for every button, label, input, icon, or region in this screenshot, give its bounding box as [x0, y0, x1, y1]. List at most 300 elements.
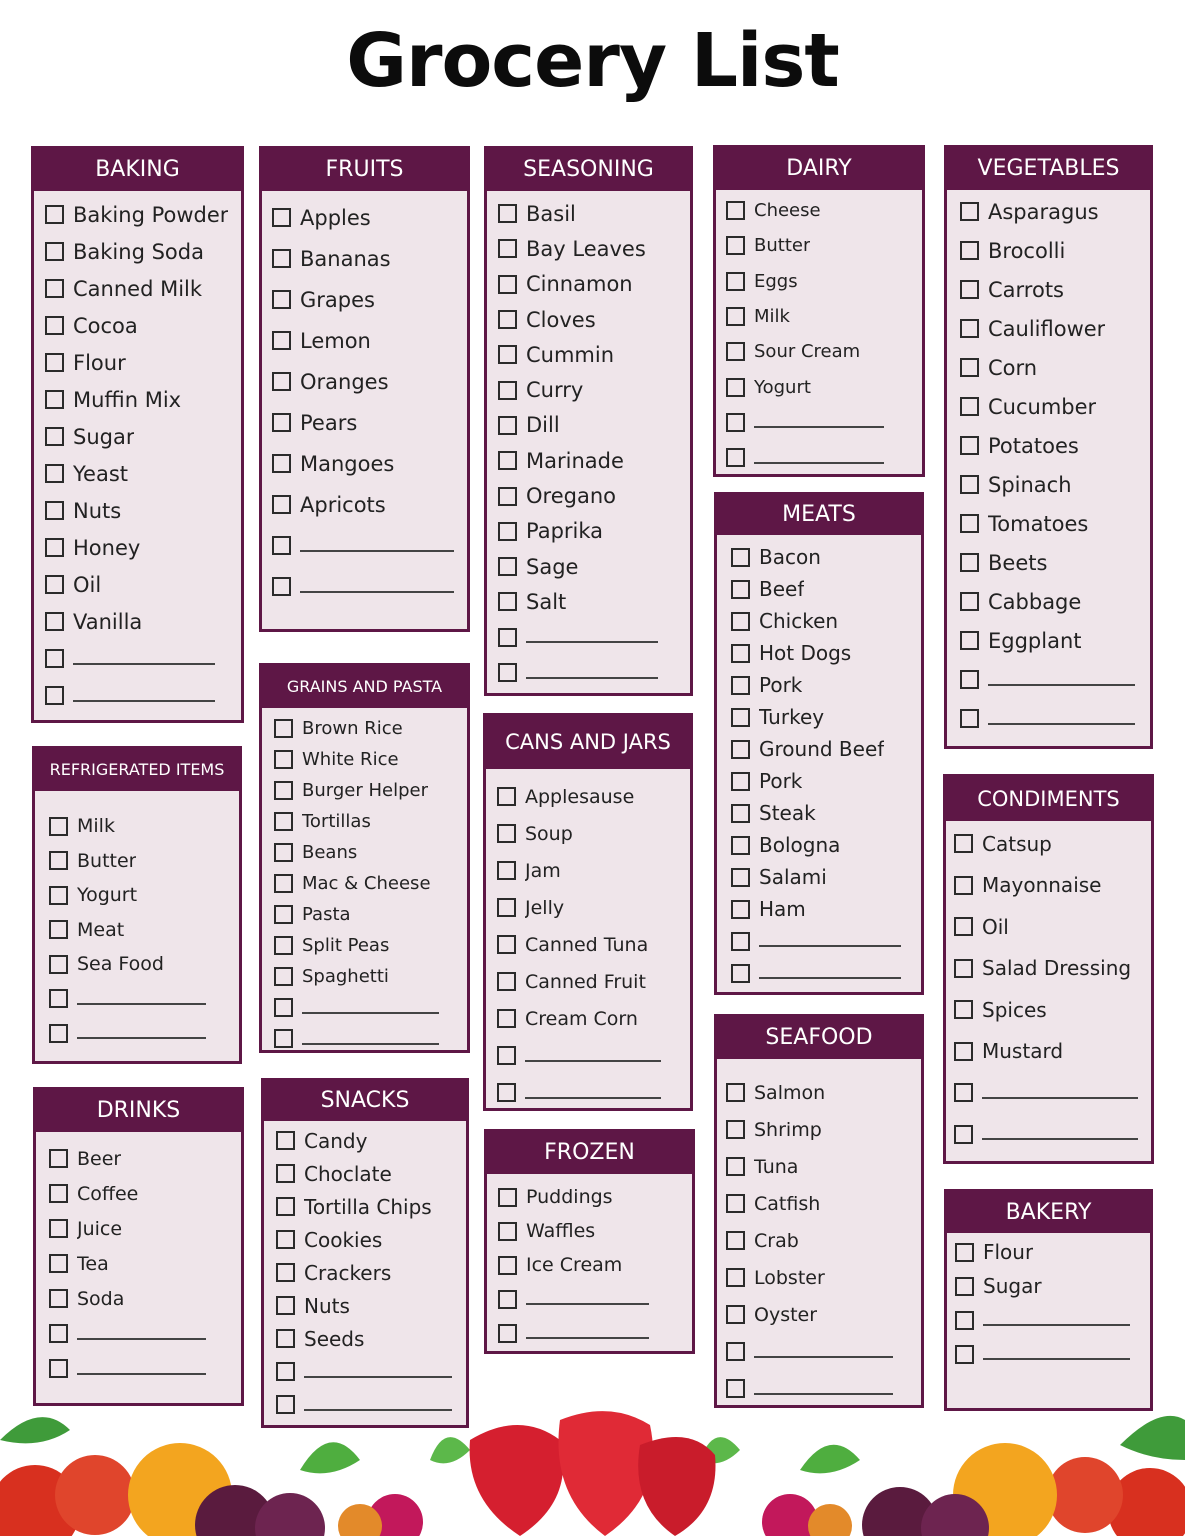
checkbox[interactable]: [726, 201, 745, 220]
checkbox[interactable]: [498, 451, 517, 470]
checkbox[interactable]: [731, 932, 750, 951]
section-header: BAKING: [34, 149, 241, 191]
checkbox[interactable]: [726, 1268, 745, 1287]
item-label: Oyster: [754, 1303, 818, 1326]
checkbox[interactable]: [726, 342, 745, 361]
checkbox[interactable]: [272, 331, 291, 350]
item-label: Mac & Cheese: [302, 873, 431, 894]
item-list: [264, 1121, 466, 1421]
list-item: [45, 677, 241, 714]
checkbox[interactable]: [498, 310, 517, 329]
blank-write-in-line[interactable]: [982, 1097, 1138, 1099]
checkbox[interactable]: [954, 876, 973, 895]
section-header: BAKERY: [947, 1192, 1150, 1233]
section-condiments: [943, 774, 1154, 1164]
checkbox[interactable]: [49, 1219, 68, 1238]
checkbox[interactable]: [274, 874, 293, 893]
item-label: Oil: [982, 914, 1009, 939]
list-item: [272, 525, 467, 566]
checkbox[interactable]: [49, 989, 68, 1008]
checkbox[interactable]: [498, 1324, 517, 1343]
list-item: [45, 344, 241, 381]
checkbox[interactable]: [274, 998, 293, 1017]
checkbox[interactable]: [731, 836, 750, 855]
section-bakery: [944, 1189, 1153, 1411]
checkbox[interactable]: [960, 709, 979, 728]
checkbox[interactable]: [954, 1042, 973, 1061]
list-item: [731, 701, 921, 733]
item-label: Cocoa: [73, 313, 138, 338]
checkbox[interactable]: [272, 372, 291, 391]
strawberry-icon: [470, 1411, 716, 1536]
checkbox[interactable]: [45, 390, 64, 409]
item-label: Salmon: [754, 1081, 826, 1104]
item-list: [262, 191, 467, 607]
checkbox[interactable]: [960, 553, 979, 572]
checkbox[interactable]: [272, 290, 291, 309]
checkbox[interactable]: [497, 972, 516, 991]
checkbox[interactable]: [497, 898, 516, 917]
checkbox[interactable]: [45, 279, 64, 298]
blank-write-in-line[interactable]: [982, 1138, 1138, 1140]
list-item: [49, 982, 239, 1017]
checkbox[interactable]: [731, 676, 750, 695]
list-item: [45, 492, 241, 529]
checkbox[interactable]: [960, 241, 979, 260]
item-list: [946, 821, 1151, 1155]
checkbox[interactable]: [954, 1000, 973, 1019]
item-label: Asparagus: [988, 199, 1099, 224]
blank-write-in-line[interactable]: [525, 1060, 661, 1062]
checkbox[interactable]: [731, 580, 750, 599]
checkbox[interactable]: [272, 454, 291, 473]
item-label: Sour Cream: [754, 341, 861, 363]
item-list: [262, 708, 467, 1054]
checkbox[interactable]: [498, 487, 517, 506]
checkbox[interactable]: [49, 1254, 68, 1273]
list-item: [954, 1031, 1151, 1073]
item-label: White Rice: [302, 749, 399, 770]
blank-write-in-line[interactable]: [983, 1358, 1130, 1360]
item-label: Mangoes: [300, 451, 395, 476]
checkbox[interactable]: [272, 577, 291, 596]
section-baking: [31, 146, 244, 723]
blank-write-in-line[interactable]: [988, 723, 1135, 725]
checkbox[interactable]: [955, 1243, 974, 1262]
checkbox[interactable]: [726, 413, 745, 432]
checkbox[interactable]: [498, 204, 517, 223]
checkbox[interactable]: [497, 824, 516, 843]
blank-write-in-line[interactable]: [759, 945, 901, 947]
checkbox[interactable]: [276, 1230, 295, 1249]
section-header: CONDIMENTS: [946, 777, 1151, 821]
list-item: [49, 1351, 241, 1386]
checkbox[interactable]: [731, 964, 750, 983]
item-list: [947, 190, 1150, 738]
item-label: Soda: [77, 1287, 125, 1310]
checkbox[interactable]: [726, 272, 745, 291]
list-item: [274, 775, 467, 806]
checkbox[interactable]: [960, 475, 979, 494]
blank-write-in-line[interactable]: [526, 1303, 649, 1305]
checkbox[interactable]: [731, 612, 750, 631]
blank-write-in-line[interactable]: [988, 684, 1135, 686]
checkbox[interactable]: [960, 280, 979, 299]
item-label: Spinach: [988, 472, 1072, 497]
checkbox[interactable]: [960, 592, 979, 611]
list-item: [49, 1016, 239, 1051]
list-item: [274, 930, 467, 961]
checkbox[interactable]: [960, 202, 979, 221]
list-item: [731, 637, 921, 669]
checkbox[interactable]: [498, 381, 517, 400]
checkbox[interactable]: [960, 514, 979, 533]
checkbox[interactable]: [497, 787, 516, 806]
checkbox[interactable]: [49, 886, 68, 905]
checkbox[interactable]: [45, 686, 64, 705]
item-label: Milk: [77, 815, 115, 838]
checkbox[interactable]: [960, 358, 979, 377]
item-label: Canned Tuna: [525, 933, 649, 956]
item-label: Waffles: [526, 1220, 596, 1242]
item-label: Tortilla Chips: [304, 1194, 432, 1219]
checkbox[interactable]: [49, 955, 68, 974]
checkbox[interactable]: [731, 708, 750, 727]
list-item: [726, 1074, 921, 1111]
blank-write-in-line[interactable]: [526, 641, 658, 643]
checkbox[interactable]: [498, 592, 517, 611]
blank-write-in-line[interactable]: [300, 550, 454, 552]
checkbox[interactable]: [955, 1345, 974, 1364]
checkbox[interactable]: [274, 843, 293, 862]
blank-write-in-line[interactable]: [302, 1043, 439, 1045]
list-item: [498, 549, 690, 584]
list-item: [497, 889, 690, 926]
section-grains-and-pasta: [259, 663, 470, 1053]
list-item: [498, 478, 690, 513]
checkbox[interactable]: [726, 1231, 745, 1250]
item-label: Cabbage: [988, 589, 1082, 614]
item-label: Turkey: [759, 705, 825, 729]
checkbox[interactable]: [726, 1305, 745, 1324]
item-label: Cinnamon: [526, 272, 633, 297]
checkbox[interactable]: [274, 967, 293, 986]
list-item: [274, 992, 467, 1023]
section-dairy: [713, 145, 925, 477]
list-item: [498, 267, 690, 302]
checkbox[interactable]: [274, 719, 293, 738]
item-list: [35, 791, 239, 1051]
checkbox[interactable]: [960, 631, 979, 650]
checkbox[interactable]: [49, 817, 68, 836]
blank-write-in-line[interactable]: [525, 1097, 661, 1099]
checkbox[interactable]: [497, 935, 516, 954]
item-list: [716, 190, 922, 475]
checkbox[interactable]: [276, 1164, 295, 1183]
checkbox[interactable]: [726, 1120, 745, 1139]
list-item: [726, 1111, 921, 1148]
checkbox[interactable]: [726, 307, 745, 326]
checkbox[interactable]: [960, 436, 979, 455]
blank-write-in-line[interactable]: [754, 462, 884, 464]
list-item: [731, 861, 921, 893]
checkbox[interactable]: [276, 1329, 295, 1348]
checkbox[interactable]: [731, 740, 750, 759]
checkbox[interactable]: [274, 905, 293, 924]
blank-write-in-line[interactable]: [73, 700, 215, 702]
list-item: [497, 852, 690, 889]
checkbox[interactable]: [45, 353, 64, 372]
list-item: [274, 1023, 467, 1054]
checkbox[interactable]: [274, 750, 293, 769]
blank-write-in-line[interactable]: [754, 426, 884, 428]
blank-write-in-line[interactable]: [77, 1338, 206, 1340]
list-item: [960, 621, 1150, 660]
item-label: Dill: [526, 413, 560, 438]
item-label: Cookies: [304, 1227, 383, 1252]
section-snacks: [261, 1078, 469, 1428]
checkbox[interactable]: [45, 464, 64, 483]
checkbox[interactable]: [498, 275, 517, 294]
blank-write-in-line[interactable]: [526, 1337, 649, 1339]
checkbox[interactable]: [726, 236, 745, 255]
checkbox[interactable]: [731, 868, 750, 887]
checkbox[interactable]: [49, 1024, 68, 1043]
checkbox[interactable]: [49, 851, 68, 870]
item-label: Beans: [302, 842, 358, 863]
blank-write-in-line[interactable]: [754, 1393, 893, 1395]
checkbox[interactable]: [498, 628, 517, 647]
checkbox[interactable]: [49, 1324, 68, 1343]
checkbox[interactable]: [497, 1083, 516, 1102]
list-item: [954, 1114, 1151, 1156]
checkbox[interactable]: [497, 1009, 516, 1028]
list-item: [726, 405, 922, 440]
list-item: [49, 1281, 241, 1316]
checkbox[interactable]: [274, 812, 293, 831]
item-label: Eggs: [754, 270, 798, 292]
checkbox[interactable]: [498, 1256, 517, 1275]
checkbox[interactable]: [498, 239, 517, 258]
checkbox[interactable]: [960, 397, 979, 416]
checkbox[interactable]: [498, 1222, 517, 1241]
list-item: [497, 926, 690, 963]
checkbox[interactable]: [49, 1184, 68, 1203]
checkbox[interactable]: [272, 249, 291, 268]
item-label: Baking Soda: [73, 239, 204, 264]
item-label: Crab: [754, 1229, 799, 1252]
checkbox[interactable]: [726, 1194, 745, 1213]
list-item: [955, 1235, 1150, 1269]
checkbox[interactable]: [498, 416, 517, 435]
page-title: Grocery List: [346, 18, 839, 104]
list-item: [272, 566, 467, 607]
checkbox[interactable]: [45, 205, 64, 224]
checkbox[interactable]: [954, 1125, 973, 1144]
checkbox[interactable]: [498, 557, 517, 576]
list-item: [731, 733, 921, 765]
list-item: [960, 660, 1150, 699]
checkbox[interactable]: [45, 538, 64, 557]
item-label: Beef: [759, 577, 805, 601]
list-item: [45, 270, 241, 307]
item-label: Bacon: [759, 545, 821, 569]
checkbox[interactable]: [276, 1131, 295, 1150]
item-label: Pork: [759, 769, 803, 793]
list-item: [954, 906, 1151, 948]
list-item: [726, 1185, 921, 1222]
checkbox[interactable]: [45, 427, 64, 446]
checkbox[interactable]: [954, 959, 973, 978]
checkbox[interactable]: [49, 1289, 68, 1308]
checkbox[interactable]: [274, 1029, 293, 1048]
item-label: Tuna: [754, 1155, 799, 1178]
list-item: [498, 1214, 692, 1248]
checkbox[interactable]: [272, 536, 291, 555]
list-item: [960, 348, 1150, 387]
checkbox[interactable]: [954, 1083, 973, 1102]
checkbox[interactable]: [45, 316, 64, 335]
list-item: [45, 307, 241, 344]
list-item: [498, 655, 690, 690]
checkbox[interactable]: [498, 345, 517, 364]
list-item: [497, 963, 690, 1000]
checkbox[interactable]: [276, 1197, 295, 1216]
item-label: Honey: [73, 535, 141, 560]
item-label: Steak: [759, 801, 816, 825]
checkbox[interactable]: [726, 1157, 745, 1176]
item-label: Nuts: [73, 498, 122, 523]
checkbox[interactable]: [49, 1359, 68, 1378]
list-item: [497, 1037, 690, 1074]
section-header: CANS AND JARS: [486, 716, 690, 769]
blank-write-in-line[interactable]: [302, 1012, 439, 1014]
list-item: [276, 1223, 466, 1256]
item-label: Tomatoes: [988, 511, 1089, 536]
checkbox[interactable]: [954, 917, 973, 936]
list-item: [497, 778, 690, 815]
checkbox[interactable]: [731, 900, 750, 919]
blank-write-in-line[interactable]: [759, 977, 901, 979]
checkbox[interactable]: [276, 1362, 295, 1381]
item-label: Brocolli: [988, 238, 1066, 263]
list-item: [498, 584, 690, 619]
checkbox[interactable]: [497, 861, 516, 880]
checkbox[interactable]: [955, 1277, 974, 1296]
blank-write-in-line[interactable]: [77, 1037, 206, 1039]
checkbox[interactable]: [49, 1149, 68, 1168]
section-header: FROZEN: [487, 1132, 692, 1174]
checkbox[interactable]: [498, 663, 517, 682]
section-header: DRINKS: [36, 1090, 241, 1132]
checkbox[interactable]: [726, 448, 745, 467]
item-label: Shrimp: [754, 1118, 822, 1141]
section-refrigerated-items: [32, 746, 242, 1064]
item-label: Flour: [983, 1240, 1034, 1264]
item-label: Sugar: [983, 1274, 1042, 1298]
blank-write-in-line[interactable]: [77, 1003, 206, 1005]
checkbox[interactable]: [45, 612, 64, 631]
checkbox[interactable]: [274, 781, 293, 800]
checkbox[interactable]: [960, 319, 979, 338]
checkbox[interactable]: [276, 1263, 295, 1282]
blank-write-in-line[interactable]: [304, 1376, 452, 1378]
checkbox[interactable]: [726, 1083, 745, 1102]
item-list: [717, 1059, 921, 1407]
blank-write-in-line[interactable]: [754, 1356, 893, 1358]
checkbox[interactable]: [272, 208, 291, 227]
item-label: Marinade: [526, 448, 624, 473]
item-label: Oregano: [526, 484, 616, 509]
checkbox[interactable]: [498, 1290, 517, 1309]
item-label: Cream Corn: [525, 1007, 638, 1030]
checkbox[interactable]: [726, 1342, 745, 1361]
item-label: Basil: [526, 201, 576, 226]
list-item: [45, 603, 241, 640]
checkbox[interactable]: [45, 501, 64, 520]
list-item: [49, 1246, 241, 1281]
item-label: Flour: [73, 350, 126, 375]
checkbox[interactable]: [276, 1296, 295, 1315]
blank-write-in-line[interactable]: [526, 677, 658, 679]
list-item: [498, 1316, 692, 1350]
item-label: Catsup: [982, 831, 1052, 856]
checkbox[interactable]: [960, 670, 979, 689]
checkbox[interactable]: [497, 1046, 516, 1065]
list-item: [726, 1296, 921, 1333]
checkbox[interactable]: [45, 575, 64, 594]
blank-write-in-line[interactable]: [77, 1373, 206, 1375]
item-label: Vanilla: [73, 609, 143, 634]
list-item: [726, 228, 922, 263]
blank-write-in-line[interactable]: [73, 663, 215, 665]
checkbox[interactable]: [45, 649, 64, 668]
checkbox[interactable]: [731, 804, 750, 823]
item-label: Crackers: [304, 1260, 392, 1285]
checkbox[interactable]: [726, 1379, 745, 1398]
list-item: [272, 361, 467, 402]
checkbox[interactable]: [731, 548, 750, 567]
item-label: Split Peas: [302, 935, 390, 956]
list-item: [45, 529, 241, 566]
checkbox[interactable]: [731, 644, 750, 663]
item-label: Butter: [77, 849, 137, 872]
blank-write-in-line[interactable]: [983, 1324, 1130, 1326]
checkbox[interactable]: [731, 772, 750, 791]
list-item: [960, 192, 1150, 231]
list-item: [276, 1355, 466, 1388]
list-item: [498, 372, 690, 407]
checkbox[interactable]: [955, 1311, 974, 1330]
item-label: Soup: [525, 822, 573, 845]
blank-write-in-line[interactable]: [300, 591, 454, 593]
checkbox[interactable]: [498, 1188, 517, 1207]
checkbox[interactable]: [272, 413, 291, 432]
item-label: Paprika: [526, 519, 604, 544]
checkbox[interactable]: [498, 522, 517, 541]
list-item: [960, 582, 1150, 621]
checkbox[interactable]: [726, 378, 745, 397]
item-label: Hot Dogs: [759, 641, 852, 665]
checkbox[interactable]: [274, 936, 293, 955]
item-label: Coffee: [77, 1182, 139, 1205]
section-header: GRAINS AND PASTA: [262, 666, 467, 708]
checkbox[interactable]: [49, 920, 68, 939]
checkbox[interactable]: [954, 834, 973, 853]
checkbox[interactable]: [45, 242, 64, 261]
list-item: [731, 893, 921, 925]
checkbox[interactable]: [272, 495, 291, 514]
